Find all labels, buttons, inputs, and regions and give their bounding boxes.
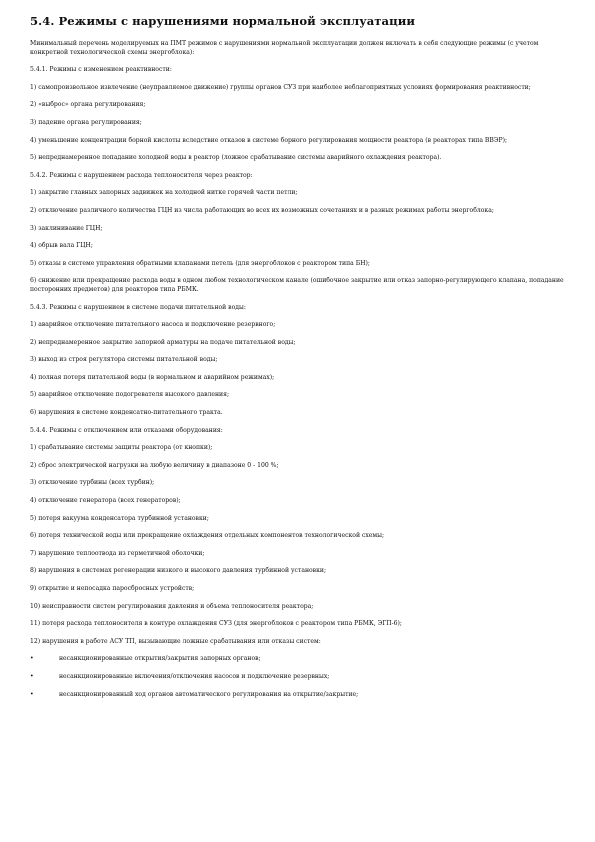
paragraph: 4) уменьшение концентрации борной кислоты вследствие отказов в системе борного регулирования мощности реактора (в реакторах типа ВВЭР); [30, 136, 508, 144]
paragraph: 5) аварийное отключение подогревателя высокого давления; [30, 391, 230, 399]
paragraph: 2) непреднамеренное закрытие запорной арматуры на подаче питательной воды; [30, 338, 296, 346]
paragraph: 3) отключение турбины (всех турбин); [30, 479, 155, 487]
paragraph: 4) отключение генератора (всех генераторов); [30, 497, 181, 505]
paragraph: 9) открытие и непосадка паросбросных устройств; [30, 585, 195, 592]
paragraph: 2) «выброс» органа регулирования; [30, 101, 146, 109]
list-item-text: несанкционированный ход органов автоматического регулирования на открытие/закрытие; [59, 690, 359, 698]
bullet-list [30, 655, 570, 699]
paragraph: 1) самопроизвольное извлечение (неуправляемое движение) группы органов СУЗ при наиболее неблагоприятных условиях формирования реактивности; [30, 83, 531, 91]
paragraph: Минимальный перечень моделируемых на ПМТ режимов с нарушениями нормальной эксплуатации должен включать в себя следующие режимы (с учетом конкретной технологической схемы энергоблока): [30, 40, 539, 56]
list-item [30, 691, 570, 700]
paragraph: 4) обрыв вала ГЦН; [30, 242, 93, 250]
paragraph: 2) сброс электрической нагрузки на любую величину в диапазоне 0 - 100 %; [30, 461, 279, 469]
paragraph: 10) неисправности систем регулирования давления и объема теплоносителя реактора; [30, 602, 314, 610]
list-item-text: несанкционированные включения/отключения насосов и подключение резервных; [59, 672, 330, 680]
bullet-icon: • [30, 690, 34, 698]
list-item [30, 655, 570, 664]
document-page [30, 14, 570, 708]
paragraph: 5) потеря вакуума конденсатора турбинной установки; [30, 514, 209, 522]
paragraph: 7) нарушение теплоотвода из герметичной оболочки; [30, 549, 205, 557]
paragraph: 5) непреднамеренное попадание холодной воды в реактор (ложное срабатывание системы аварийного охлаждения реактора). [30, 154, 442, 162]
list-item [30, 673, 570, 682]
paragraph: 5.4.1. Режимы с изменением реактивности: [30, 66, 172, 74]
paragraph: 3) выход из строя регулятора системы питательной воды; [30, 356, 218, 364]
paragraph: 5.4.3. Режимы с нарушением в системе подачи питательной воды: [30, 303, 246, 311]
document-body [30, 40, 570, 646]
bullet-icon: • [30, 672, 34, 680]
paragraph: 6) нарушения в системе конденсатно-питательного тракта. [30, 409, 223, 417]
paragraph: 5) отказы в системе управления обратными клапанами петель (для энергоблоков с реактором типа БН); [30, 259, 370, 267]
paragraph: 6) потеря технической воды или прекращение охлаждения отдельных компонентов технологической схемы; [30, 532, 385, 540]
paragraph: 1) аварийное отключение питательного насоса и подключение резервного; [30, 321, 276, 329]
paragraph: 2) отключение различного количества ГЦН из числа работающих во всех их возможных сочетаниях и в разных режимах работы энергоблока; [30, 206, 494, 214]
paragraph: 3) падение органа регулирования; [30, 118, 142, 126]
list-item-text: несанкционированные открытия/закрытия запорных органов; [59, 655, 261, 663]
paragraph: 4) полная потеря питательной воды (в нормальном и аварийном режимах); [30, 373, 275, 381]
paragraph: 5.4.4. Режимы с отключением или отказами оборудования: [30, 426, 223, 434]
paragraph: 3) заклинивание ГЦН; [30, 224, 103, 232]
paragraph: 12) нарушения в работе АСУ ТП, вызывающие ложные срабатывания или отказы систем: [30, 637, 321, 645]
paragraph: 6) снижение или прекращение расхода воды в одном любом технологическом канале (ошибочное закрытие или отказ запорно-регулирующего клапана, попадание посторонних предметов) для реакторов типа РБМК. [30, 277, 564, 293]
paragraph: 1) срабатывание системы защиты реактора (от кнопки); [30, 444, 213, 452]
paragraph: 5.4.2. Режимы с нарушением расхода теплоносителя через реактор: [30, 171, 253, 179]
section-title: 5.4. Режимы с нарушениями нормальной эксплуатации [30, 14, 415, 28]
paragraph: 8) нарушения в системах регенерации низкого и высокого давления турбинной установки; [30, 567, 327, 575]
paragraph: 11) потеря расхода теплоносителя в контуре охлаждения СУЗ (для энергоблоков с реактором типа РБМК, ЭГП-6); [30, 620, 402, 628]
bullet-icon: • [30, 655, 34, 663]
paragraph: 1) закрытие главных запорных задвижек на холодной нитке горячей части петли; [30, 189, 298, 197]
